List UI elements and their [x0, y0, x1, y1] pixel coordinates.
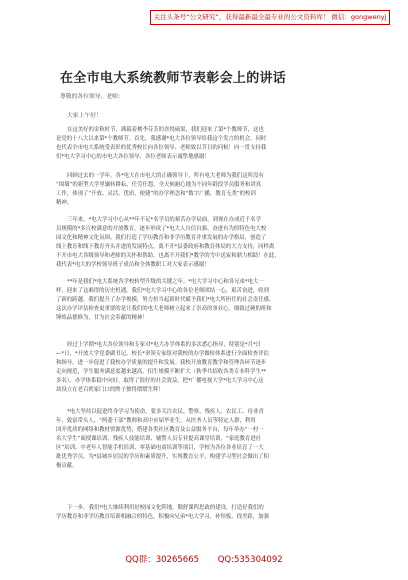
promo-banner: 关注头条号“公文研究”，获得最新最全最专业的公文资料库！ 微信：gongwenyj: [150, 10, 390, 25]
paragraph-line: 三年来，*电大学习中心从**年不足*名学员的艰苦办学局面，到现在办成近千名学: [67, 217, 262, 223]
salutation: 尊敬的各位领导、老师：: [60, 94, 124, 100]
paragraph-line: 回顾过去的一学年，各*电大在市电大的正确领导下，所有电大老师为我们这所没有: [67, 173, 264, 179]
qq-number: QQ:535304092: [217, 555, 283, 565]
paragraph-line: 走向规范，学生服务满意度越来越高，招生规模不断扩大（秋季共招收各类专本科学生**: [56, 369, 267, 375]
paragraph-line: 下一步，我们*电大继续利用好校园文化阵地，勤舒课程思政的建设，打造好我们的: [67, 505, 264, 511]
paragraph-line: **年是我们*电大系统各学校转型升级的关键之年。*电大学习中心和各兄弟*电大一: [67, 279, 264, 285]
paragraph-line: 锤炼品德修为，甘为社会奉献的精神！: [56, 315, 148, 321]
greeting: 大家上午好！: [67, 113, 102, 119]
qq-group: QQ群：30265665: [125, 555, 200, 565]
paragraph-line: 多名），办学体系稳中向好，取得了很好的社会效益，把*广播电视大学*电大学习中心这: [56, 378, 264, 384]
paragraph-line: 学历教育和非学历教育培训相融合的特色，积极向兄弟*电大学习，补短板、找差距，加强: [56, 514, 269, 520]
page-title: 在全市电大系统教师节表彰会上的讲话: [60, 71, 287, 86]
paragraph-line: 了新的跨越。我们提升了办学规模，努力扭当起新时代赋予我们*电大所担任的社会责任感。: [56, 297, 275, 303]
paragraph-line: 块设立在老百姓家门口的牌子擦得熠熠生辉！: [56, 387, 164, 393]
paragraph-line: 精神。: [56, 200, 73, 206]
contact-footer: [0, 553, 408, 565]
paragraph-line: 年、致富带头人、“两委干部”教师和高中应届毕业生，从医务人员等特定人群，利用: [56, 418, 256, 424]
paragraph-line: 在这美好的金秋时节，满载着桃李芬芳的喜悦硕果，我们迎来了第*个教师节，这也: [67, 127, 264, 133]
paragraph-line: 们*电大学习中心的市电大各位领导、各位老师表示诚挚地感谢！: [56, 154, 210, 160]
paragraph-line: 国开优质的网络和教材资源优势，搭建各类社区教育及公益服务平台，每年举办“一村一: [56, 427, 264, 433]
paragraph-line: 工作，体现了“开放、灵活、优质、便捷”的办学理念和“数字广播，教育无类”的校训: [56, 191, 256, 197]
paragraph-line: “围墙”的新型大学里辗转耕耘，任劳任怨，全天候耐心地为不同年龄段学员服务和讲真: [56, 182, 262, 188]
paragraph-line: 也代表全市电大系统受表彰的优秀校长向各位领导、老师致以节日的问候！向一贯支持我: [56, 145, 267, 151]
paragraph-line: 批优秀学员，为*县城乡居民的学历和素质提升，实现教育公平，构建学习型社会做出了积: [56, 454, 269, 460]
paragraph-line: 极贡献。: [56, 463, 78, 469]
paragraph-line: 样，迎来了这难得的历史机遇。我们*电大学习中心的各位老师团结一心，艰苦奋进，收到: [56, 288, 269, 294]
paragraph-line: 是党的十八大以来第*个教师节。首先，我感谢*电大各位领导给我这个发言的机会。同时: [56, 136, 267, 142]
paragraph-line: 区”培训、中老年人智能手机培训、零基础电商培训等项目，学校为各位各业培育了一大: [56, 445, 264, 451]
paragraph-line: 经过上学期*电大各位领导和专家对*电大办学体系的多次悉心指导，特别是*月*日: [67, 342, 262, 348]
paragraph-line: 和指导，进一步促进了我校办学质量的提升和发展。我校开放教育教学和管理各环节逐步: [56, 360, 267, 366]
paragraph-line: 名大学生”面授课培训、残疾人技能培训、辅警人员专业提高课堂培训，“家庭教育进社: [56, 436, 262, 442]
paragraph-line: —*日，*开放大学党委副书记，校长*率领专家组对我校的办学做检体系进行全面检查评估: [56, 351, 269, 357]
paragraph-line: 我代表*电大的学校领导班子成员和全体教职工对大家表示感谢！: [56, 262, 210, 268]
paragraph-line: 园文化和精神文化氛围。我们打造了学历教育和非学历教育并重发展的办学格局，创造了: [56, 235, 267, 241]
paragraph-line: 这次办学评估检查更重要的是让我们的电大老师树立起来了崇高的事业心。细致过硬的班和: [56, 306, 272, 312]
paragraph-line: 员规模的*多百校满意的开放教育。逐步形成了*电大人自信自强、奋进有为的特色电大校: [56, 226, 267, 232]
paragraph-line: 线上教育和线下教育齐头并进的发展特点，离不开*县委政府和教育体局的大力支持，同样离: [56, 244, 275, 250]
paragraph-line: 不开市电大各级领导和老师的关怀和帮助。也离不开我们*教学的雪中送炭和鼎力相助！在此，: [56, 253, 280, 259]
paragraph-line: *电大坚持以促进终身学习为使命，要多关注农民、警察、残疾人、农民工、待业青: [67, 409, 264, 415]
